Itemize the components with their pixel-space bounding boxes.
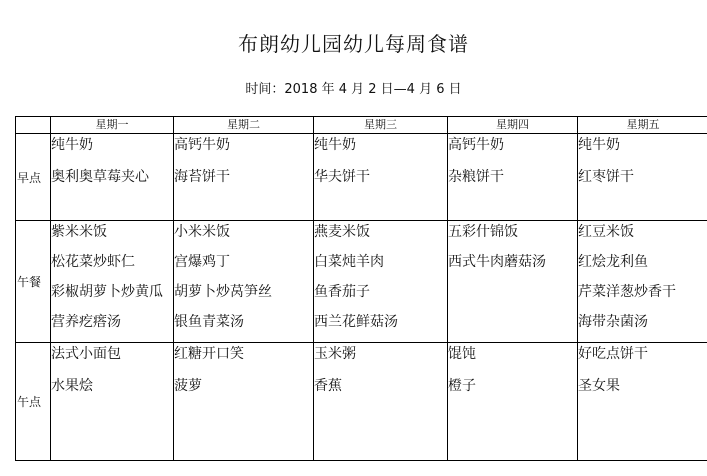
date-range: 时间：2018 年 4 月 2 日—4 月 6 日 — [245, 82, 462, 97]
menu-cell — [578, 343, 707, 461]
meal-label: 早点 — [16, 134, 51, 221]
menu-item: 馄饨 — [448, 346, 476, 362]
menu-item: 法式小面包 — [51, 346, 121, 362]
menu-item: 胡萝卜炒莴笋丝 — [174, 284, 272, 300]
menu-item: 高钙牛奶 — [174, 137, 230, 153]
menu-item: 奥利奥草莓夹心 — [51, 169, 149, 185]
menu-item: 海带杂菌汤 — [578, 314, 648, 330]
menu-cell — [314, 134, 448, 221]
menu-item: 菠萝 — [174, 378, 202, 394]
page-title: 布朗幼儿园幼儿每周食谱 — [238, 32, 469, 56]
menu-item: 玉米粥 — [314, 346, 356, 362]
menu-item: 松花菜炒虾仁 — [51, 254, 135, 270]
menu-item: 纯牛奶 — [578, 137, 620, 153]
menu-cell — [174, 134, 314, 221]
menu-item: 芹菜洋葱炒香干 — [578, 284, 676, 300]
menu-item: 红糖开口笑 — [174, 346, 244, 362]
day-header: 星期二 — [174, 117, 314, 134]
menu-item: 香蕉 — [314, 378, 342, 394]
menu-item: 彩椒胡萝卜炒黄瓜 — [51, 284, 163, 300]
menu-item: 华夫饼干 — [314, 169, 370, 185]
meal-label: 午餐 — [16, 221, 51, 343]
menu-item: 圣女果 — [578, 378, 620, 394]
menu-item: 燕麦米饭 — [314, 224, 370, 240]
menu-cell — [51, 221, 174, 343]
menu-item: 纯牛奶 — [51, 137, 93, 153]
menu-table — [15, 116, 707, 461]
menu-item: 银鱼青菜汤 — [174, 314, 244, 330]
meal-label: 午点 — [16, 343, 51, 461]
menu-cell — [51, 343, 174, 461]
menu-item: 小米米饭 — [174, 224, 230, 240]
menu-cell — [174, 343, 314, 461]
menu-item: 水果烩 — [51, 378, 93, 394]
menu-item: 海苔饼干 — [174, 169, 230, 185]
meal-row-breakfast — [16, 134, 707, 221]
corner-cell — [16, 117, 51, 134]
day-header: 星期四 — [448, 117, 578, 134]
menu-cell — [51, 134, 174, 221]
meal-row-lunch — [16, 221, 707, 343]
menu-item: 紫米米饭 — [51, 224, 107, 240]
menu-cell — [448, 221, 578, 343]
meal-row-snack — [16, 343, 707, 461]
menu-item: 红烩龙利鱼 — [578, 254, 648, 270]
menu-item: 西式牛肉蘑菇汤 — [448, 254, 546, 270]
menu-cell — [578, 134, 707, 221]
day-header: 星期三 — [314, 117, 448, 134]
menu-item: 五彩什锦饭 — [448, 224, 518, 240]
menu-item: 西兰花鲜菇汤 — [314, 314, 398, 330]
menu-item: 宫爆鸡丁 — [174, 254, 230, 270]
menu-cell — [174, 221, 314, 343]
menu-item: 鱼香茄子 — [314, 284, 370, 300]
menu-cell — [448, 343, 578, 461]
day-header: 星期一 — [51, 117, 174, 134]
menu-cell — [314, 343, 448, 461]
menu-item: 红枣饼干 — [578, 169, 634, 185]
menu-item: 白菜炖羊肉 — [314, 254, 384, 270]
menu-item: 营养疙瘩汤 — [51, 314, 121, 330]
menu-item: 红豆米饭 — [578, 224, 634, 240]
header-row — [16, 117, 707, 134]
menu-cell — [448, 134, 578, 221]
menu-cell — [578, 221, 707, 343]
menu-item: 高钙牛奶 — [448, 137, 504, 153]
menu-item: 纯牛奶 — [314, 137, 356, 153]
menu-item: 好吃点饼干 — [578, 346, 648, 362]
day-header: 星期五 — [578, 117, 707, 134]
menu-cell — [314, 221, 448, 343]
menu-item: 橙子 — [448, 378, 476, 394]
menu-item: 杂粮饼干 — [448, 169, 504, 185]
